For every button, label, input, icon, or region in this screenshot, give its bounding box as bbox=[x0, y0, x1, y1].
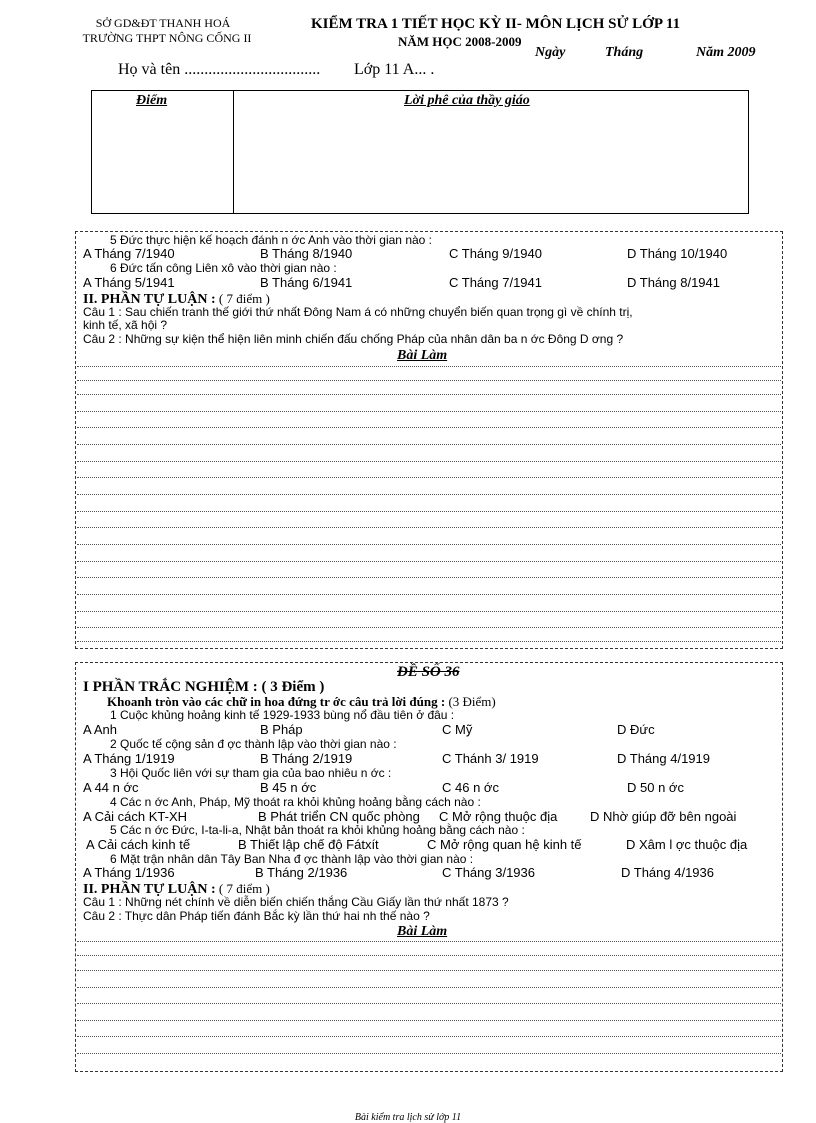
date-month: Tháng bbox=[605, 45, 644, 60]
writing-line[interactable] bbox=[77, 970, 781, 971]
school-name: TRƯỜNG THPT NÔNG CỐNG II bbox=[82, 31, 252, 45]
essay-question-1b: Câu 1 : Những nét chính về diễn biến chiến thắng Cầu Giấy lần thứ nhất 1873 ? bbox=[83, 895, 509, 909]
mc-q3-option-a[interactable]: A 44 n ớc bbox=[83, 780, 139, 795]
writing-line[interactable] bbox=[77, 955, 781, 956]
school-year: NĂM HỌC 2008-2009 bbox=[398, 34, 522, 49]
mc-question-1: 1 Cuộc khủng hoảng kinh tế 1929-1933 bùng nổ đầu tiên ở đâu : bbox=[110, 708, 455, 722]
writing-line[interactable] bbox=[77, 594, 781, 595]
mc-q5-option-a[interactable]: A Cải cách kinh tế bbox=[86, 837, 191, 852]
q5-option-b[interactable]: B Tháng 8/1940 bbox=[260, 246, 353, 261]
mc-q3-option-b[interactable]: B 45 n ớc bbox=[260, 780, 317, 795]
mc-q1-option-a[interactable]: A Anh bbox=[83, 722, 117, 737]
mc-question-5: 5 Các n ớc Đức, I-ta-li-a, Nhật bản thoát ra khỏi khủng hoảng bằng cách nào : bbox=[110, 823, 525, 837]
mc-q2-option-c[interactable]: C Thánh 3/ 1919 bbox=[442, 751, 539, 766]
mc-q2-option-d[interactable]: D Tháng 4/1919 bbox=[617, 751, 710, 766]
mc-q1-option-b[interactable]: B Pháp bbox=[260, 722, 303, 737]
mc-q1-option-c[interactable]: C Mỹ bbox=[442, 722, 473, 737]
writing-line[interactable] bbox=[77, 641, 781, 642]
mc-q4-option-b[interactable]: B Phát triển CN quốc phòng bbox=[258, 809, 420, 824]
mc-q6-option-c[interactable]: C Tháng 3/1936 bbox=[442, 865, 535, 880]
essay-question-2: Câu 2 : Những sự kiện thể hiện liên minh chiến đấu chống Pháp của nhân dân ba n ớc Đông D ơng ? bbox=[83, 332, 624, 346]
q5-option-c[interactable]: C Tháng 9/1940 bbox=[449, 246, 542, 261]
writing-line[interactable] bbox=[77, 380, 781, 381]
part2-title: II. PHẦN TỰ LUẬN : bbox=[83, 882, 216, 897]
score-table bbox=[91, 90, 749, 214]
question-5: 5 Đức thực hiện kế hoạch đánh n ớc Anh vào thời gian nào : bbox=[110, 233, 433, 247]
writing-line[interactable] bbox=[77, 1036, 781, 1037]
mc-q3-option-c[interactable]: C 46 n ớc bbox=[442, 780, 499, 795]
part2-points: ( 7 điểm ) bbox=[215, 291, 270, 306]
writing-line[interactable] bbox=[77, 611, 781, 612]
writing-line[interactable] bbox=[77, 1003, 781, 1004]
mc-question-4: 4 Các n ớc Anh, Pháp, Mỹ thoát ra khỏi khủng hoảng bằng cách nào : bbox=[110, 795, 481, 809]
part2-title: II. PHẦN TỰ LUẬN : bbox=[83, 292, 216, 307]
mc-q4-option-d[interactable]: D Nhờ giúp đỡ bên ngoài bbox=[590, 809, 737, 824]
q6-option-c[interactable]: C Tháng 7/1941 bbox=[449, 275, 542, 290]
q6-option-a[interactable]: A Tháng 5/1941 bbox=[83, 275, 175, 290]
instruction bbox=[107, 694, 496, 709]
writing-line[interactable] bbox=[77, 1053, 781, 1054]
writing-line[interactable] bbox=[77, 544, 781, 545]
writing-line[interactable] bbox=[77, 394, 781, 395]
writing-line[interactable] bbox=[77, 1020, 781, 1021]
writing-line[interactable] bbox=[77, 527, 781, 528]
mc-question-6: 6 Mặt trận nhân dân Tây Ban Nha đ ợc thành lập vào thời gian nào : bbox=[110, 852, 474, 866]
mc-q4-option-a[interactable]: A Cải cách KT-XH bbox=[83, 809, 188, 824]
answer-heading-2: Bài Làm bbox=[397, 924, 448, 939]
class-field[interactable]: Lớp 11 A... . bbox=[354, 61, 435, 78]
writing-line[interactable] bbox=[77, 444, 781, 445]
writing-line[interactable] bbox=[77, 366, 781, 367]
score-table-divider bbox=[233, 91, 234, 213]
writing-line[interactable] bbox=[77, 494, 781, 495]
department-name: SỞ GD&ĐT THANH HOÁ bbox=[95, 16, 231, 30]
writing-line[interactable] bbox=[77, 627, 781, 628]
mc-q1-option-d[interactable]: D Đức bbox=[617, 722, 655, 737]
writing-line[interactable] bbox=[77, 511, 781, 512]
q6-option-d[interactable]: D Tháng 8/1941 bbox=[627, 275, 720, 290]
mc-q5-option-d[interactable]: D Xâm l ợc thuộc địa bbox=[626, 837, 748, 852]
part1-points: ( 3 Điểm ) bbox=[257, 679, 325, 695]
mc-q2-option-b[interactable]: B Tháng 2/1919 bbox=[260, 751, 353, 766]
student-name-field[interactable]: Họ và tên .................................. bbox=[118, 61, 321, 78]
instruction-points: (3 Điểm) bbox=[445, 694, 496, 709]
essay-question-1-cont: kinh tế, xã hội ? bbox=[83, 318, 168, 332]
instruction-text: Khoanh tròn vào các chữ in hoa đứng tr ớc câu trả lời đúng : bbox=[107, 694, 446, 709]
mc-q6-option-b[interactable]: B Tháng 2/1936 bbox=[255, 865, 348, 880]
writing-line[interactable] bbox=[77, 477, 781, 478]
mc-question-3: 3 Hội Quốc liên với sự tham gia của bao nhiêu n ớc : bbox=[110, 766, 392, 780]
writing-line[interactable] bbox=[77, 461, 781, 462]
writing-line[interactable] bbox=[77, 427, 781, 428]
q6-option-b[interactable]: B Tháng 6/1941 bbox=[260, 275, 353, 290]
page-footer: Bài kiểm tra lịch sử lớp 11 bbox=[354, 1112, 462, 1123]
mc-q4-option-c[interactable]: C Mở rộng thuộc địa bbox=[439, 809, 558, 824]
mc-q5-option-c[interactable]: C Mở rộng quan hệ kinh tế bbox=[427, 837, 582, 852]
part2-points: ( 7 điểm ) bbox=[215, 881, 270, 896]
part1-title: I PHẦN TRẮC NGHIỆM : bbox=[83, 679, 258, 695]
part1-heading bbox=[83, 680, 324, 695]
exam-code: ĐỀ SỐ 36 bbox=[397, 664, 460, 680]
writing-line[interactable] bbox=[77, 561, 781, 562]
essay-question-1: Câu 1 : Sau chiến tranh thế giới thứ nhất Đông Nam á có những chuyển biến quan trọng gì về chính trị, bbox=[83, 305, 633, 319]
question-6: 6 Đức tấn công Liên xô vào thời gian nào : bbox=[110, 261, 337, 275]
exam-title: KIỂM TRA 1 TIẾT HỌC KỲ II- MÔN LỊCH SỬ LỚP 11 bbox=[311, 16, 681, 32]
mc-q3-option-d[interactable]: D 50 n ớc bbox=[627, 780, 684, 795]
q5-option-a[interactable]: A Tháng 7/1940 bbox=[83, 246, 175, 261]
writing-line[interactable] bbox=[77, 577, 781, 578]
mc-q6-option-d[interactable]: D Tháng 4/1936 bbox=[621, 865, 714, 880]
date-day: Ngày bbox=[535, 45, 566, 60]
essay-question-2b: Câu 2 : Thực dân Pháp tiến đánh Bắc kỳ lần thứ hai nh thế nào ? bbox=[83, 909, 430, 923]
writing-line[interactable] bbox=[77, 941, 781, 942]
answer-heading-1: Bài Làm bbox=[397, 348, 448, 363]
writing-line[interactable] bbox=[77, 411, 781, 412]
mc-q6-option-a[interactable]: A Tháng 1/1936 bbox=[83, 865, 175, 880]
mc-q5-option-b[interactable]: B Thiết lập chế độ Fátxít bbox=[238, 837, 379, 852]
q5-option-d[interactable]: D Tháng 10/1940 bbox=[627, 246, 728, 261]
teacher-comment-label: Lời phê của thầy giáo bbox=[404, 93, 530, 108]
mc-q2-option-a[interactable]: A Tháng 1/1919 bbox=[83, 751, 175, 766]
writing-line[interactable] bbox=[77, 987, 781, 988]
mc-question-2: 2 Quốc tế cộng sản đ ợc thành lập vào thời gian nào : bbox=[110, 737, 397, 751]
date-year: Năm 2009 bbox=[696, 45, 756, 60]
score-label: Điểm bbox=[136, 93, 168, 108]
